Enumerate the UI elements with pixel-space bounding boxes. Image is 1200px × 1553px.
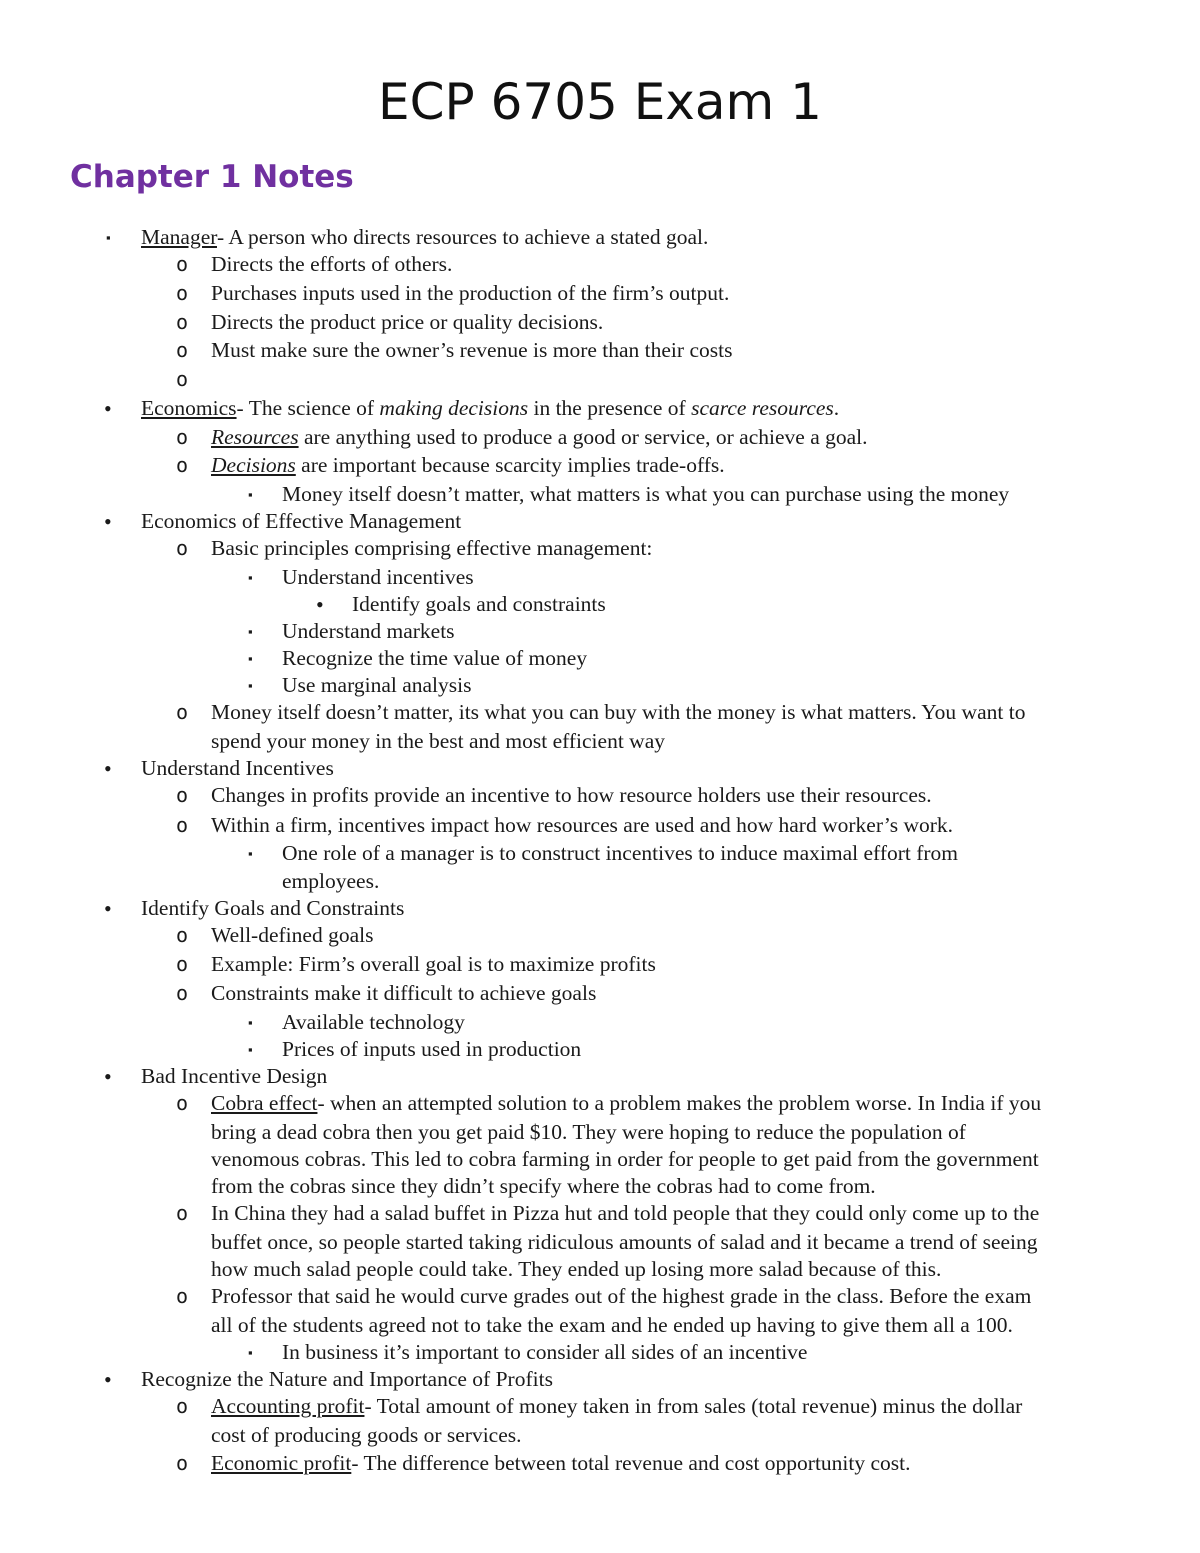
note-line-continued: spend your money in the best and most efficient way xyxy=(211,729,665,753)
note-line xyxy=(141,224,708,251)
note-line: In China they had a salad buffet in Pizza hut and told people that they could only come up to the xyxy=(211,1201,1040,1225)
circle-bullet-marker: o xyxy=(176,281,189,305)
note-line: Use marginal analysis xyxy=(282,673,472,697)
note-line: Must make sure the owner’s revenue is more than their costs xyxy=(211,338,733,362)
note-line-continued: venomous cobras. This led to cobra farming in order for people to get paid from the government xyxy=(211,1147,1039,1171)
square-bullet-marker: ▪ xyxy=(248,570,253,585)
square-bullet-marker: ▪ xyxy=(248,651,253,666)
note-line: Basic principles comprising effective management: xyxy=(211,536,653,560)
bullet-marker: • xyxy=(104,396,112,421)
note-line-continued: all of the students agreed not to take the exam and he ended up having to give them all a 100. xyxy=(211,1313,1013,1337)
bullet-marker: • xyxy=(104,1367,112,1392)
note-text: in the presence of xyxy=(528,396,692,420)
note-line xyxy=(211,1450,911,1477)
circle-bullet-marker: o xyxy=(176,425,189,449)
note-line xyxy=(211,424,868,451)
note-line: One role of a manager is to construct incentives to induce maximal effort from xyxy=(282,841,959,865)
note-line-continued: from the cobras since they didn’t specify where the cobras had to come from. xyxy=(211,1174,876,1198)
note-line: Changes in profits provide an incentive to how resource holders use their resources. xyxy=(211,783,932,807)
note-text: are important because scarcity implies trade-offs. xyxy=(295,453,725,477)
note-line: Directs the efforts of others. xyxy=(211,252,453,276)
circle-bullet-marker: o xyxy=(176,700,189,724)
note-line xyxy=(211,1393,1022,1420)
note-text: - The difference between total revenue and cost opportunity cost. xyxy=(351,1451,911,1475)
note-line-continued: cost of producing goods or services. xyxy=(211,1423,522,1447)
note-text: - A person who directs resources to achieve a stated goal. xyxy=(216,225,709,249)
defined-term: Resources xyxy=(211,425,299,449)
square-bullet-marker: ▪ xyxy=(106,230,111,245)
defined-term: Economic profit xyxy=(211,1451,352,1475)
note-line: Professor that said he would curve grades out of the highest grade in the class. Before the exam xyxy=(211,1284,1032,1308)
note-line: Purchases inputs used in the production of the firm’s output. xyxy=(211,281,730,305)
note-line: Identify Goals and Constraints xyxy=(141,896,405,920)
circle-bullet-marker: o xyxy=(176,1091,189,1115)
circle-bullet-marker: o xyxy=(176,1284,189,1308)
note-line xyxy=(211,1090,1041,1117)
bullet-marker: • xyxy=(316,592,324,617)
bullet-marker: • xyxy=(104,756,112,781)
circle-bullet-marker: o xyxy=(176,310,189,334)
square-bullet-marker: ▪ xyxy=(248,1345,253,1360)
note-line: Well-defined goals xyxy=(211,923,374,947)
chapter-heading: Chapter 1 Notes xyxy=(70,159,354,195)
note-line: Money itself doesn’t matter, what matters is what you can purchase using the money xyxy=(282,482,1010,506)
note-line: Understand incentives xyxy=(282,565,474,589)
note-line: Constraints make it difficult to achieve goals xyxy=(211,981,597,1005)
note-line: Understand Incentives xyxy=(141,756,334,780)
note-line: Understand markets xyxy=(282,619,455,643)
emphasis-text: making decisions xyxy=(379,396,529,420)
note-line xyxy=(211,452,725,479)
document-title: ECP 6705 Exam 1 xyxy=(378,73,822,131)
defined-term: Economics xyxy=(141,396,237,420)
square-bullet-marker: ▪ xyxy=(248,1015,253,1030)
circle-bullet-marker: o xyxy=(176,981,189,1005)
square-bullet-marker: ▪ xyxy=(248,846,253,861)
note-line-continued: how much salad people could take. They ended up losing more salad because of this. xyxy=(211,1257,942,1281)
circle-bullet-marker: o xyxy=(176,367,189,391)
circle-bullet-marker: o xyxy=(176,1201,189,1225)
note-text: - The science of xyxy=(236,396,380,420)
note-line: Directs the product price or quality decisions. xyxy=(211,310,604,334)
note-text: are anything used to produce a good or service, or achieve a goal. xyxy=(298,425,868,449)
note-line-continued: employees. xyxy=(282,869,380,893)
circle-bullet-marker: o xyxy=(176,453,189,477)
note-line-continued: buffet once, so people started taking ridiculous amounts of salad and it became a trend of seeing xyxy=(211,1230,1038,1254)
circle-bullet-marker: o xyxy=(176,813,189,837)
circle-bullet-marker: o xyxy=(176,923,189,947)
note-line: Within a firm, incentives impact how resources are used and how hard worker’s work. xyxy=(211,813,954,837)
note-line xyxy=(141,395,839,422)
note-text: . xyxy=(833,396,840,420)
note-line: Example: Firm’s overall goal is to maximize profits xyxy=(211,952,656,976)
note-line: Recognize the time value of money xyxy=(282,646,588,670)
square-bullet-marker: ▪ xyxy=(248,1042,253,1057)
circle-bullet-marker: o xyxy=(176,252,189,276)
circle-bullet-marker: o xyxy=(176,536,189,560)
circle-bullet-marker: o xyxy=(176,1451,189,1475)
circle-bullet-marker: o xyxy=(176,952,189,976)
bullet-marker: • xyxy=(104,896,112,921)
note-line: Prices of inputs used in production xyxy=(282,1037,582,1061)
square-bullet-marker: ▪ xyxy=(248,487,253,502)
note-line: Money itself doesn’t matter, its what you can buy with the money is what matters. You want to xyxy=(211,700,1026,724)
defined-term: Accounting profit xyxy=(211,1394,365,1418)
note-line: Available technology xyxy=(282,1010,465,1034)
defined-term: Decisions xyxy=(211,453,296,477)
circle-bullet-marker: o xyxy=(176,783,189,807)
note-line: Recognize the Nature and Importance of Profits xyxy=(141,1367,553,1391)
square-bullet-marker: ▪ xyxy=(248,624,253,639)
bullet-marker: • xyxy=(104,509,112,534)
note-line-continued: bring a dead cobra then you get paid $10. They were hoping to reduce the population of xyxy=(211,1120,966,1144)
note-line: In business it’s important to consider all sides of an incentive xyxy=(282,1340,808,1364)
defined-term: Cobra effect xyxy=(211,1091,318,1115)
note-line: Identify goals and constraints xyxy=(352,592,606,616)
defined-term: Manager xyxy=(141,225,217,249)
circle-bullet-marker: o xyxy=(176,338,189,362)
note-text: - when an attempted solution to a problem makes the problem worse. In India if you xyxy=(317,1091,1042,1115)
bullet-marker: • xyxy=(104,1064,112,1089)
circle-bullet-marker: o xyxy=(176,1394,189,1418)
note-text: - Total amount of money taken in from sales (total revenue) minus the dollar xyxy=(364,1394,1023,1418)
note-line: Economics of Effective Management xyxy=(141,509,462,533)
emphasis-text: scarce resources xyxy=(691,396,834,420)
note-line: Bad Incentive Design xyxy=(141,1064,328,1088)
square-bullet-marker: ▪ xyxy=(248,678,253,693)
